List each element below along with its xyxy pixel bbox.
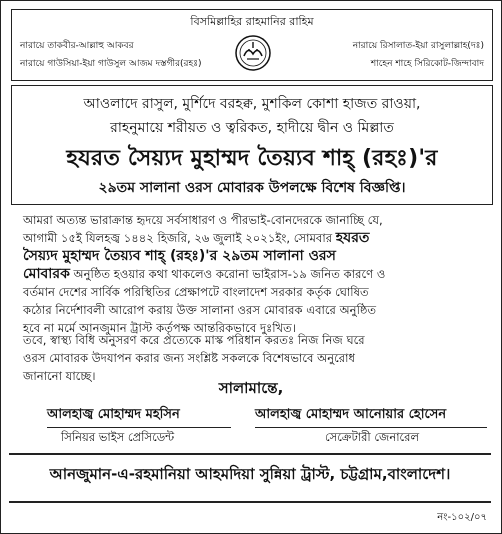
organization-name: আনজুমান-এ-রহমানিয়া আহমদিয়া সুন্নিয়া ট্রাস্ট, চট্টগ্রাম,বাংলাদেশ।	[49, 465, 451, 483]
body-bold-text: হযরত	[335, 230, 370, 246]
bismillah: বিসমিল্লাহির রাহমানির রাহিম	[190, 15, 314, 28]
body-bold-text: মোবারক	[23, 266, 70, 282]
title-line-2: রাহনুমায়ে শরীয়ত ও ত্বরিকত, হাদীয়ে দ্বীন ও মিল্লাত	[110, 120, 394, 136]
signatory-title-1: সিনিয়র ভাইস প্রেসিডেন্ট	[61, 430, 175, 444]
body-line: আমরা অত্যন্ত ভারাক্রান্ত হৃদয়ে সর্বসাধারণ ও পীরভাই-বোনদেরকে জানাচ্ছি যে,	[23, 213, 383, 227]
slogan-sirikot: শাহেন শাহে সিরিকোট-জিন্দাবাদ	[370, 59, 484, 69]
slogan-takbir: নারায়ে তাকবীর-আল্লাহু আকবর	[20, 41, 134, 51]
signatory-title-2: সেক্রেটারী জেনারেল	[325, 430, 420, 444]
signatory-name-1: আলহাজ্ব মোহাম্মদ মহসিন	[47, 407, 180, 422]
body-line: বর্তমান দেশের সার্বিক পরিস্থিতির প্রেক্ষাপটে বাংলাদেশ সরকার কর্তৃক ঘোষিত	[23, 285, 369, 299]
body-line: তবে, স্বাস্থ্য বিধি অনুসরণ করে প্রত্যেকে মাস্ক পরিধান করতঃ নিজ নিজ ঘরে	[23, 333, 365, 347]
closing-salutation: সালামান্তে,	[218, 379, 284, 397]
title-box	[11, 85, 493, 205]
calligraphy-emblem-icon	[234, 34, 272, 72]
reference-number: নং-১০২/০৭	[437, 512, 487, 523]
footer-bar	[9, 453, 491, 503]
slogan-risalat: নারায়ে রিসালাত-ইয়া রাসুলাল্লাহ(দঃ)	[352, 41, 484, 51]
body-line	[23, 265, 483, 283]
body-line: জানানো যাচ্ছে।	[23, 369, 96, 383]
title-line-1: আওলাদে রাসুল, মুর্শিদে বরহক্ব, মুশকিল কোশা হাজত রাওয়া,	[83, 96, 421, 112]
signature-line-2	[255, 427, 487, 428]
signature-line-1	[47, 427, 231, 428]
slogan-gausia: নারায়ে গাউসিয়া-ইয়া গাউসুল আজম দস্তগীর(রহঃ)	[20, 59, 202, 69]
body-line: হবে না মর্মে আনজুমান ট্রাস্ট কর্তৃপক্ষ আন্তরিকভাবে দুঃখিত।	[23, 321, 297, 335]
body-date-text: আগামী ১৫ই যিলহজ্ব ১৪৪২ হিজরি, ২৬ জুলাই ২০২১ইং, সোমবার	[23, 231, 336, 245]
header-box	[11, 9, 493, 81]
notice-subheading: ২৯তম সালানা ওরস মোবারক উপলক্ষে বিশেষ বিজ্ঞপ্তি।	[98, 180, 406, 196]
signatory-name-2: আলহাজ্ব মোহাম্মদ আনোয়ার হোসেন	[255, 407, 447, 422]
body-line	[23, 229, 483, 247]
body-line: ওরস মোবারক উদযাপন করার জন্য সংশ্লিষ্ট সকলকে বিশেষভাবে অনুরোধ	[23, 351, 356, 365]
main-heading: হযরত সৈয়্যদ মুহাম্মদ তৈয়্যব শাহ্ (রহঃ)'র	[66, 146, 438, 171]
body-line: কঠোর নির্দেশাবলী আরোপ করায় উক্ত সালানা ওরস মোবারক এবারে অনুষ্ঠিত	[23, 303, 377, 317]
body-bold-line: সৈয়্যদ মুহাম্মদ তৈয়্যব শাহ্ (রহঃ)'র ২৯তম সালানা ওরস	[23, 248, 336, 264]
notice-paragraph-1	[23, 211, 483, 337]
body-text: অনুষ্ঠিত হওয়ার কথা থাকলেও করোনা ভাইরাস-১৯ জনিত কারণে ও	[69, 267, 386, 281]
